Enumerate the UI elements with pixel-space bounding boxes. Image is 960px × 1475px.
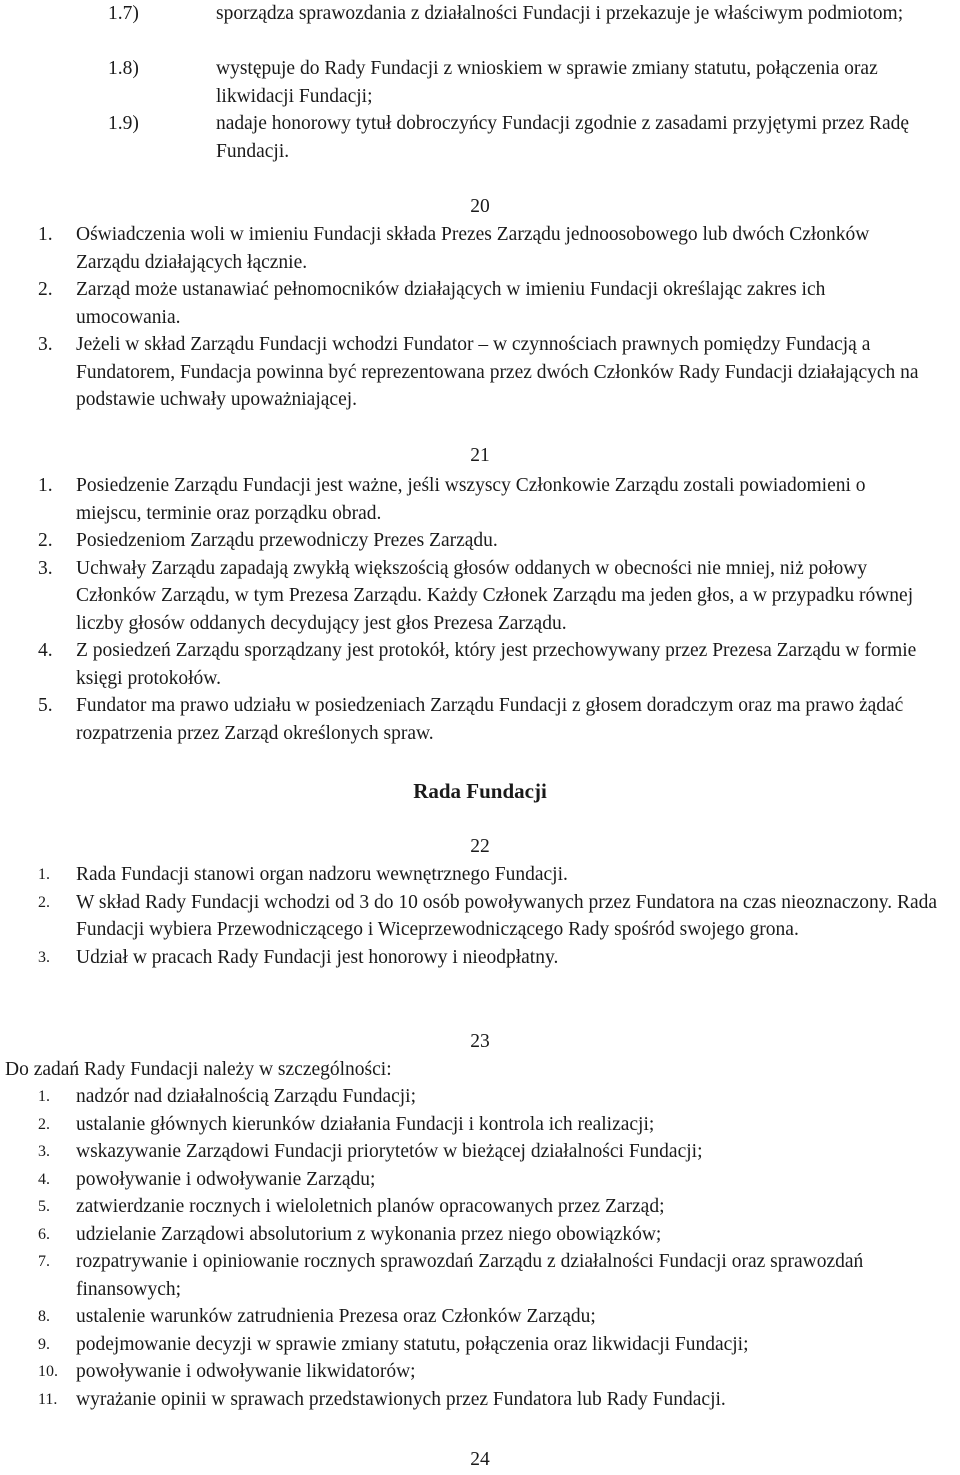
- paragraph-22: [0, 833, 960, 861]
- item-number: 3.: [38, 1143, 50, 1160]
- list-item: [38, 527, 960, 555]
- item-text: Udział w pracach Rady Fundacji jest honorowy i nieodpłatny.: [76, 946, 559, 968]
- list-item: [0, 110, 960, 165]
- paragraph-21-items: [0, 472, 960, 747]
- item-text: sporządza sprawozdania z działalności Fundacji i przekazuje je właściwym podmiotom;: [216, 3, 904, 24]
- paragraph-23-intro: [0, 1056, 960, 1084]
- paragraph-23: [0, 1028, 960, 1056]
- item-number: 3.: [38, 948, 50, 966]
- item-number: 1.: [38, 1088, 50, 1105]
- list-item: [38, 1138, 960, 1166]
- item-number: 1.9): [108, 113, 139, 134]
- item-number: 2.: [38, 530, 53, 551]
- intro-text: Do zadań Rady Fundacji należy w szczególności:: [5, 1059, 392, 1080]
- item-text: Zarząd może ustanawiać pełnomocników działających w imieniu Fundacji określając zakres ich umocowania.: [76, 279, 826, 328]
- list-item: [38, 221, 960, 276]
- item-text: Fundator ma prawo udziału w posiedzeniach Zarządu Fundacji z głosem doradczym oraz ma prawo żądać rozpatrzenia przez Zarząd określonych spraw.: [76, 695, 904, 744]
- item-text: Uchwały Zarządu zapadają zwykłą większością głosów oddanych w obecności nie mniej, niż połowy Członków Zarządu, w tym Prezesa Zarządu. Każdy Członek Zarządu ma jeden głos, a w przypadku równej liczby głosów oddanych decydujący jest głos Prezesa Zarządu.: [76, 557, 914, 634]
- list-item: [38, 555, 960, 638]
- item-text: ustalanie głównych kierunków działania Fundacji i kontrola ich realizacji;: [76, 1113, 655, 1135]
- list-item: [38, 1331, 960, 1359]
- item-number: 2.: [38, 279, 53, 300]
- list-item: [38, 1083, 960, 1111]
- item-text: powoływanie i odwoływanie Zarządu;: [76, 1168, 376, 1190]
- list-item: [38, 276, 960, 331]
- paragraph-23-items: [0, 1083, 960, 1413]
- paragraph-21: [0, 442, 960, 470]
- item-text: Oświadczenia woli w imieniu Fundacji składa Prezes Zarządu jednoosobowego lub dwóch Członków Zarządu działających łącznie.: [76, 224, 870, 273]
- item-number: 1.7): [108, 3, 139, 24]
- list-item: [38, 1193, 960, 1221]
- item-number: 9.: [38, 1335, 50, 1353]
- item-number: 4.: [38, 640, 53, 661]
- list-item: [38, 692, 960, 747]
- item-text: Z posiedzeń Zarządu sporządzany jest protokół, który jest przechowywany przez Prezesa Zarządu w formie księgi protokołów.: [76, 640, 917, 689]
- list-item: [38, 1358, 960, 1386]
- item-number: 7.: [38, 1253, 50, 1270]
- paragraph-number: 20: [470, 196, 490, 217]
- item-text: występuje do Rady Fundacji z wnioskiem w sprawie zmiany statutu, połączenia oraz likwidacji Fundacji;: [216, 58, 878, 107]
- paragraph-24: [0, 1446, 960, 1474]
- paragraph-20: [0, 193, 960, 221]
- list-item: [38, 944, 960, 972]
- item-number: 5.: [38, 1198, 50, 1215]
- item-number: 3.: [38, 334, 53, 355]
- list-item: [38, 637, 960, 692]
- item-text: nadaje honorowy tytuł dobroczyńcy Fundacji zgodnie z zasadami przyjętymi przez Radę Fundacji.: [216, 113, 910, 162]
- item-text: Posiedzenie Zarządu Fundacji jest ważne, jeśli wszyscy Członkowie Zarządu zostali powiadomieni o miejscu, terminie oraz porządku obrad.: [76, 475, 866, 524]
- item-number: 8.: [38, 1308, 50, 1325]
- list-item: [38, 1386, 960, 1414]
- item-text: rozpatrywanie i opiniowanie rocznych sprawozdań Zarządu z działalności Fundacji oraz sprawozdań finansowych;: [76, 1251, 864, 1300]
- paragraph-number: 24: [470, 1449, 490, 1470]
- item-number: 1.: [38, 475, 53, 496]
- paragraph-number: 22: [470, 836, 490, 857]
- item-text: W skład Rady Fundacji wchodzi od 3 do 10 osób powoływanych przez Fundatora na czas nieoznaczony. Rada Fundacji wybiera Przewodniczącego i Wiceprzewodniczącego Rady spośród swojego grona.: [76, 891, 938, 940]
- paragraph-number: 23: [470, 1031, 490, 1052]
- section-heading: [0, 778, 960, 806]
- top-items-list-2: [0, 55, 960, 110]
- paragraph-20-items: [0, 221, 960, 414]
- paragraph-number: 21: [470, 445, 490, 466]
- list-item: [38, 1221, 960, 1249]
- item-number: 10.: [38, 1363, 58, 1380]
- list-item: [38, 1248, 960, 1303]
- item-number: 3.: [38, 557, 53, 579]
- list-item: [38, 472, 960, 527]
- item-number: 2.: [38, 893, 50, 911]
- item-text: podejmowanie decyzji w sprawie zmiany statutu, połączenia oraz likwidacji Fundacji;: [76, 1333, 749, 1355]
- item-text: Posiedzeniom Zarządu przewodniczy Prezes Zarządu.: [76, 530, 498, 551]
- list-item: [0, 0, 960, 28]
- item-number: 5.: [38, 695, 53, 716]
- list-item: [38, 1166, 960, 1194]
- list-item: [38, 331, 960, 414]
- list-item: [38, 1111, 960, 1139]
- item-text: powoływanie i odwoływanie likwidatorów;: [76, 1361, 416, 1382]
- item-number: 6.: [38, 1225, 50, 1243]
- item-number: 11.: [38, 1390, 58, 1408]
- list-item: [38, 889, 960, 944]
- list-item: [38, 1303, 960, 1331]
- item-text: udzielanie Zarządowi absolutorium z wykonania przez niego obowiązków;: [76, 1223, 662, 1245]
- item-text: ustalenie warunków zatrudnienia Prezesa oraz Członków Zarządu;: [76, 1306, 596, 1327]
- item-text: Jeżeli w skład Zarządu Fundacji wchodzi Fundator – w czynnościach prawnych pomiędzy Fundacją a Fundatorem, Fundacja powinna być reprezentowana przez dwóch Członków Rady Fundacji działających na podstawie uchwały upoważniającej.: [76, 334, 919, 410]
- paragraph-22-items: [0, 861, 960, 971]
- section-title: Rada Fundacji: [413, 779, 547, 803]
- item-text: wyrażanie opinii w sprawach przedstawionych przez Fundatora lub Rady Fundacji.: [76, 1388, 726, 1410]
- item-number: 1.: [38, 866, 50, 883]
- item-text: Rada Fundacji stanowi organ nadzoru wewnętrznego Fundacji.: [76, 864, 568, 885]
- item-number: 1.: [38, 224, 53, 245]
- item-number: 4.: [38, 1170, 50, 1188]
- item-number: 1.8): [108, 58, 139, 79]
- top-items-list: [0, 0, 960, 28]
- list-item: [0, 55, 960, 110]
- item-text: nadzór nad działalnością Zarządu Fundacji;: [76, 1086, 417, 1107]
- item-text: wskazywanie Zarządowi Fundacji priorytetów w bieżącej działalności Fundacji;: [76, 1141, 703, 1162]
- item-number: 2.: [38, 1115, 50, 1133]
- top-items-list-3: [0, 110, 960, 165]
- item-text: zatwierdzanie rocznych i wieloletnich planów opracowanych przez Zarząd;: [76, 1196, 665, 1217]
- list-item: [38, 861, 960, 889]
